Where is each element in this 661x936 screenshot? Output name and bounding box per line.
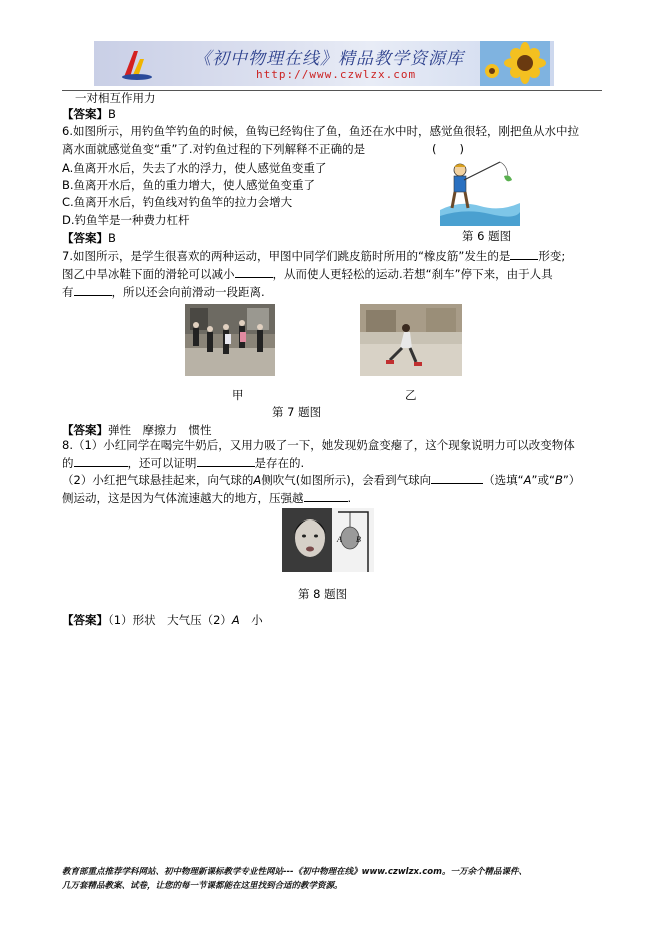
question-6-text: 离水面就感觉鱼变“重”了.对钓鱼过程的下列解释不正确的是 (62, 142, 366, 156)
fishing-figure (440, 158, 520, 226)
jump-rope-photo (185, 304, 275, 376)
banner-title: 《初中物理在线》精品教学资源库 (194, 49, 464, 69)
question-8-text: （2）小红把气球悬挂起来，向气球的A侧吹气(如图所示)，会看到气球向 （选填“A”或“B”） (62, 473, 581, 487)
site-logo-icon (120, 47, 154, 81)
label-a: A (337, 535, 342, 544)
answer-line: 【答案】（1）形状 大气压（2）A 小 (62, 613, 263, 627)
figure-7-caption: 第 7 题图 (272, 405, 322, 419)
question-7-text: 图乙中旱冰鞋下面的滑轮可以减小 ，从而使人更轻松的运动.若想“刹车”停下来，由于人具 (62, 267, 553, 281)
answer-line: 【答案】弹性 摩擦力 惯性 (62, 423, 212, 437)
answer-paren: ( ) (432, 142, 464, 156)
header-banner (94, 41, 554, 86)
figure-6-caption: 第 6 题图 (462, 229, 512, 243)
answer-line: 【答案】B (62, 107, 116, 121)
question-7-text: 7.如图所示，是学生很喜欢的两种运动，甲图中同学们跳皮筋时所用的“橡皮筋”发生的是 形变; (62, 249, 566, 263)
option-d: D.钓鱼竿是一种费力杠杆 (62, 213, 190, 227)
option-a: A.鱼离开水后，失去了水的浮力，使人感觉鱼变重了 (62, 161, 327, 175)
question-8-text: 的 ，还可以证明 是存在的. (62, 456, 305, 470)
footer-line: 几万套精品教案、试卷，让您的每一节课都能在这里找到合适的教学资源。 (62, 881, 343, 891)
question-8-text: 8.（1）小红同学在喝完牛奶后，又用力吸了一下，她发现奶盒变瘪了，这个现象说明力可以改变物体 (62, 438, 575, 452)
text-line: 一对相互作用力 (75, 91, 156, 105)
question-8-text: 侧运动，这是因为气体流速越大的地方，压强越 . (62, 491, 352, 505)
page-footer (62, 865, 622, 893)
option-b: B.鱼离开水后，鱼的重力增大，使人感觉鱼变重了 (62, 178, 316, 192)
roller-skating-photo (360, 304, 462, 376)
figure-8-caption: 第 8 题图 (298, 587, 348, 601)
label-b: B (356, 535, 361, 544)
question-7-text: 有 ，所以还会向前滑动一段距离. (62, 285, 265, 299)
banner-url: http://www.czwlzx.com (256, 68, 417, 81)
sunflower-icon (480, 41, 550, 86)
question-6-text: 6.如图所示，用钓鱼竿钓鱼的时候，鱼钩已经钩住了鱼，鱼还在水中时，感觉鱼很轻，刚把鱼从水中拉 (62, 124, 579, 138)
answer-line: 【答案】B (62, 231, 116, 245)
footer-line: 教育部重点推荐学科网站、初中物理新课标教学专业性网站---《初中物理在线》www.czwlzx.com。一万余个精品课件、 (62, 867, 527, 877)
balloon-experiment-figure (282, 508, 374, 572)
figure-7-left-label: 甲 (232, 388, 244, 402)
option-c: C.鱼离开水后，钓鱼线对钓鱼竿的拉力会增大 (62, 195, 293, 209)
figure-7-right-label: 乙 (405, 388, 417, 402)
